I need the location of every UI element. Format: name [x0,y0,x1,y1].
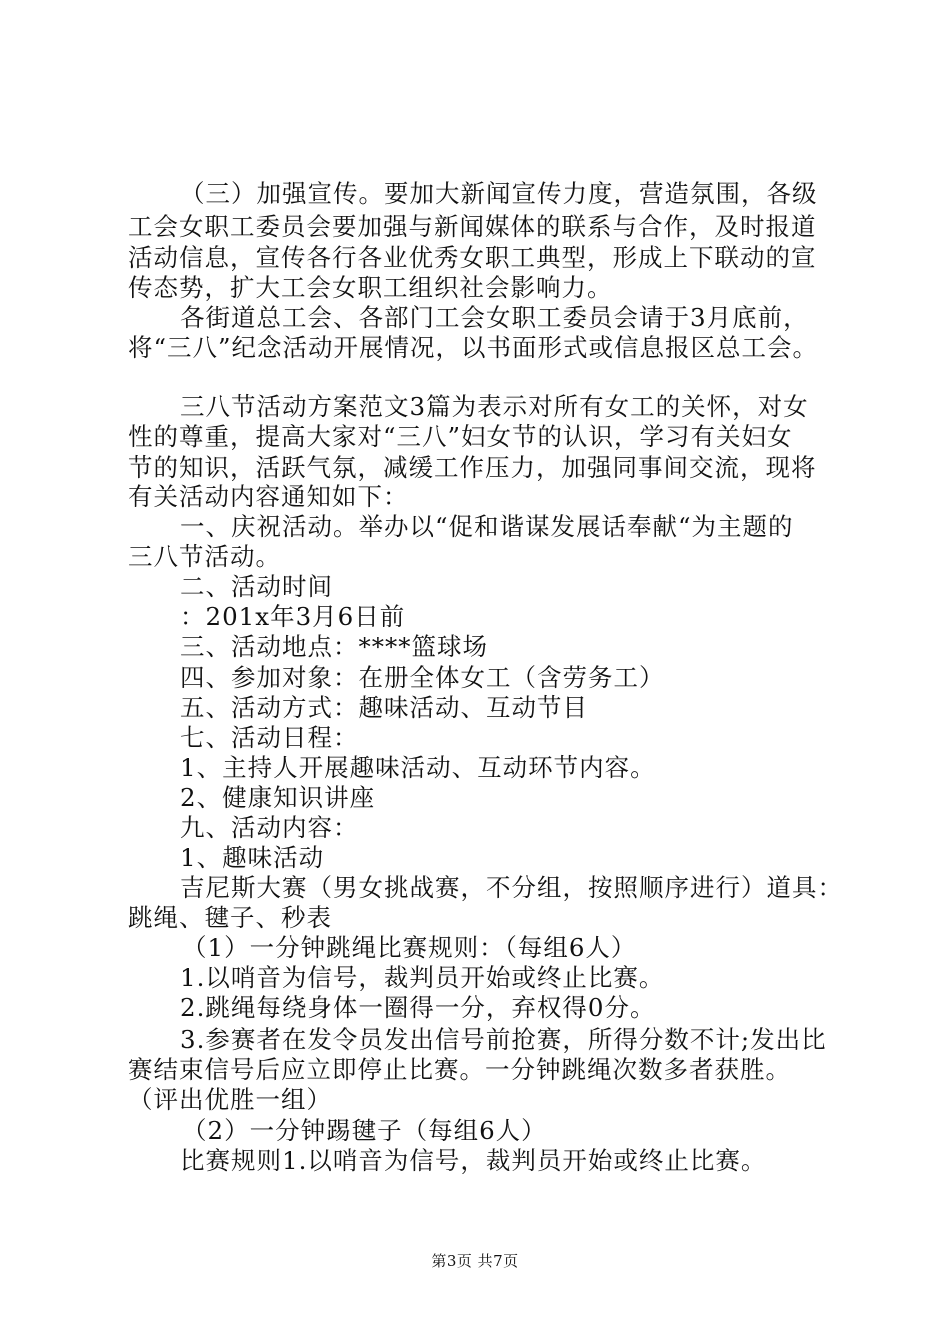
text-line: 2、健康知识讲座 [180,783,376,812]
text-line: （1）一分钟跳绳比赛规则：（每组6人） [182,933,637,962]
text-line: 工会女职工委员会要加强与新闻媒体的联系与合作，及时报道 [128,212,817,241]
text-line: 比赛规则1.以哨音为信号，裁判员开始或终止比赛。 [180,1146,767,1175]
text-line: 1、趣味活动 [180,843,325,872]
text-line: 1、主持人开展趣味活动、互动环节内容。 [180,753,656,782]
text-line: 活动信息，宣传各行各业优秀女职工典型，形成上下联动的宣 [128,243,817,272]
text-line: 将“三八”纪念活动开展情况，以书面形式或信息报区总工会。 [128,333,819,362]
text-line: 3.参赛者在发令员发出信号前抢赛，所得分数不计;发出比 [180,1025,827,1054]
text-line: 赛结束信号后应立即停止比赛。一分钟跳绳次数多者获胜。 [128,1055,791,1084]
text-line: 五、活动方式：趣味活动、互动节目 [180,693,588,722]
text-line: 九、活动内容： [180,813,359,842]
text-line: 传态势，扩大工会女职工组织社会影响力。 [128,273,613,302]
text-line: 1.以哨音为信号，裁判员开始或终止比赛。 [180,963,665,992]
text-line: ：201x年3月6日前 [180,602,406,631]
text-line: 四、参加对象：在册全体女工（含劳务工） [180,663,665,692]
text-line: 三八节活动。 [128,542,281,571]
page-footer: 第3页 共7页 [431,1252,519,1270]
text-line: 三八节活动方案范文3篇为表示对所有女工的关怀，对女 [180,392,809,421]
text-line: 三、活动地点：****篮球场 [180,632,488,661]
text-line: 七、活动日程： [180,723,359,752]
text-line: 性的尊重，提高大家对“三八”妇女节的认识，学习有关妇女 [128,422,793,451]
text-line: 二、活动时间 [180,572,333,601]
text-line: 吉尼斯大赛（男女挑战赛，不分组，按照顺序进行）道具： [180,873,843,902]
text-line: 各街道总工会、各部门工会女职工委员会请于3月底前， [180,303,809,332]
text-line: 跳绳、毽子、秒表 [128,903,332,932]
text-line: （三）加强宣传。要加大新闻宣传力度，营造氛围，各级 [180,179,818,208]
text-line: 一、庆祝活动。举办以“促和谐谋发展话奉献“为主题的 [180,512,794,541]
text-line: （评出优胜一组） [128,1085,332,1114]
text-line: 有关活动内容通知如下： [128,482,409,511]
text-line: （2）一分钟踢毽子（每组6人） [182,1116,547,1145]
text-line: 2.跳绳每绕身体一圈得一分，弃权得0分。 [180,993,656,1022]
text-line: 节的知识，活跃气氛，减缓工作压力，加强同事间交流，现将 [128,453,817,482]
